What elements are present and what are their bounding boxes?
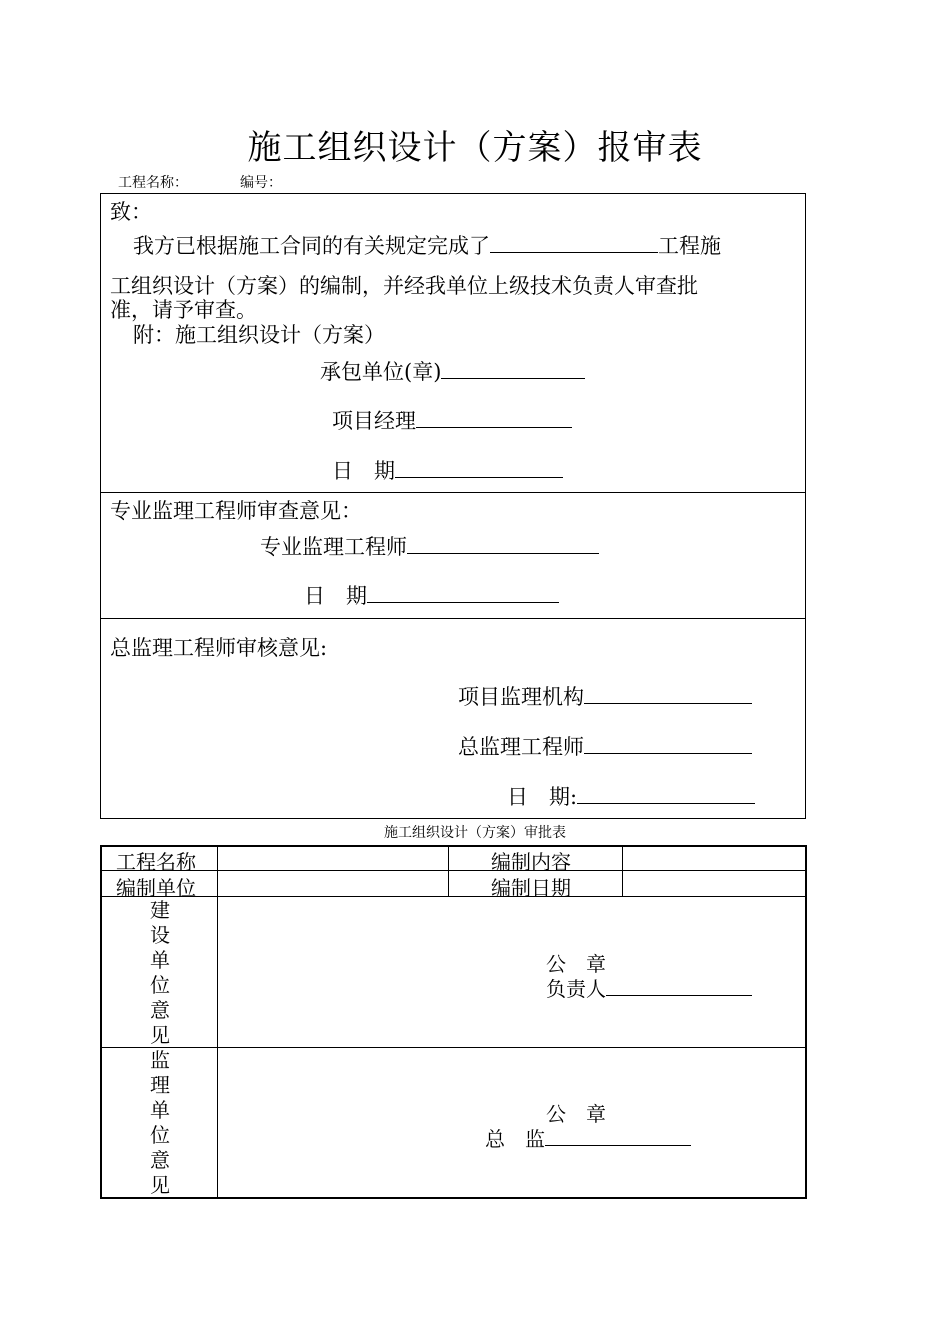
supervision-org-blank[interactable] [584, 683, 752, 704]
col-divider [217, 845, 218, 1197]
specialist-opinion-label: 专业监理工程师审查意见： [110, 499, 362, 523]
responsible-blank[interactable] [606, 975, 752, 996]
owner-opinion-char: 设 [150, 923, 170, 947]
owner-opinion-char: 单 [150, 948, 170, 972]
date-row-2 [304, 580, 559, 610]
date-blank-2[interactable] [367, 582, 559, 603]
contractor-blank[interactable] [441, 358, 585, 379]
chief-engineer-row [458, 731, 752, 761]
row-divider [100, 870, 805, 871]
pm-row [332, 405, 572, 435]
supervision-org-label: 项目监理机构 [458, 685, 584, 709]
chief-row [485, 1123, 691, 1152]
row-divider [100, 1047, 805, 1048]
col-divider [448, 845, 449, 897]
content-cell: 编制内容 [491, 850, 571, 874]
chief-blank[interactable] [545, 1125, 691, 1146]
supervisor-opinion-char: 理 [150, 1073, 170, 1097]
statement-end: 工程施 [658, 234, 721, 258]
responsible-row [546, 973, 752, 1002]
date-blank-3[interactable] [577, 783, 755, 804]
date-label-2: 日 期 [304, 584, 367, 608]
supervision-org-row [458, 681, 752, 711]
approval-caption: 施工组织设计（方案）审批表 [384, 825, 566, 841]
owner-opinion-char: 见 [150, 1023, 170, 1047]
statement-line2: 工组织设计（方案）的编制，并经我单位上级技术负责人审查批 [110, 274, 698, 298]
date-blank[interactable] [395, 457, 563, 478]
approval-table-frame [100, 845, 807, 1199]
attachment-line: 附：施工组织设计（方案） [133, 323, 385, 347]
chief-engineer-label: 总监理工程师 [458, 735, 584, 759]
pm-label: 项目经理 [332, 409, 416, 433]
project-name-cell: 工程名称 [116, 850, 196, 874]
number-label: 编号： [240, 175, 282, 191]
divider [100, 618, 805, 619]
divider [100, 492, 805, 493]
specialist-blank[interactable] [407, 533, 599, 554]
owner-opinion-label [148, 898, 172, 1048]
date-row [332, 455, 563, 485]
supervisor-opinion-char: 见 [150, 1173, 170, 1197]
date-row-3 [507, 781, 755, 811]
contractor-row [320, 356, 585, 386]
statement-line3: 准，请予审查。 [110, 298, 257, 322]
to-label: 致： [110, 200, 152, 224]
project-blank[interactable] [490, 232, 658, 253]
responsible-label: 负责人 [546, 977, 606, 1001]
row-divider [100, 896, 805, 897]
seal-text: 公 章 [546, 952, 606, 976]
statement-text: 我方已根据施工合同的有关规定完成了 [133, 234, 490, 258]
project-name-label: 工程名称： [118, 175, 188, 191]
supervisor-opinion-char: 意 [150, 1148, 170, 1172]
date-label: 日 期 [332, 459, 395, 483]
specialist-row [260, 531, 599, 561]
chief-opinion-label: 总监理工程师审核意见: [110, 636, 328, 660]
supervisor-opinion-char: 位 [150, 1123, 170, 1147]
date-label-3: 日 期: [507, 785, 578, 809]
chief-engineer-blank[interactable] [584, 733, 752, 754]
owner-opinion-char: 位 [150, 973, 170, 997]
owner-opinion-char: 建 [150, 898, 170, 922]
contractor-label: 承包单位(章) [320, 360, 442, 384]
supervisor-opinion-label [148, 1048, 172, 1198]
seal-text-2: 公 章 [546, 1102, 606, 1126]
chief-label: 总 监 [485, 1127, 545, 1151]
pm-blank[interactable] [416, 407, 572, 428]
supervisor-opinion-char: 监 [150, 1048, 170, 1072]
specialist-label: 专业监理工程师 [260, 535, 407, 559]
date-cell: 编制日期 [491, 876, 571, 900]
unit-cell: 编制单位 [116, 876, 196, 900]
supervisor-opinion-char: 单 [150, 1098, 170, 1122]
form-title: 施工组织设计（方案）报审表 [247, 128, 703, 168]
col-divider [622, 845, 623, 897]
statement-line1 [133, 230, 721, 260]
owner-opinion-char: 意 [150, 998, 170, 1022]
